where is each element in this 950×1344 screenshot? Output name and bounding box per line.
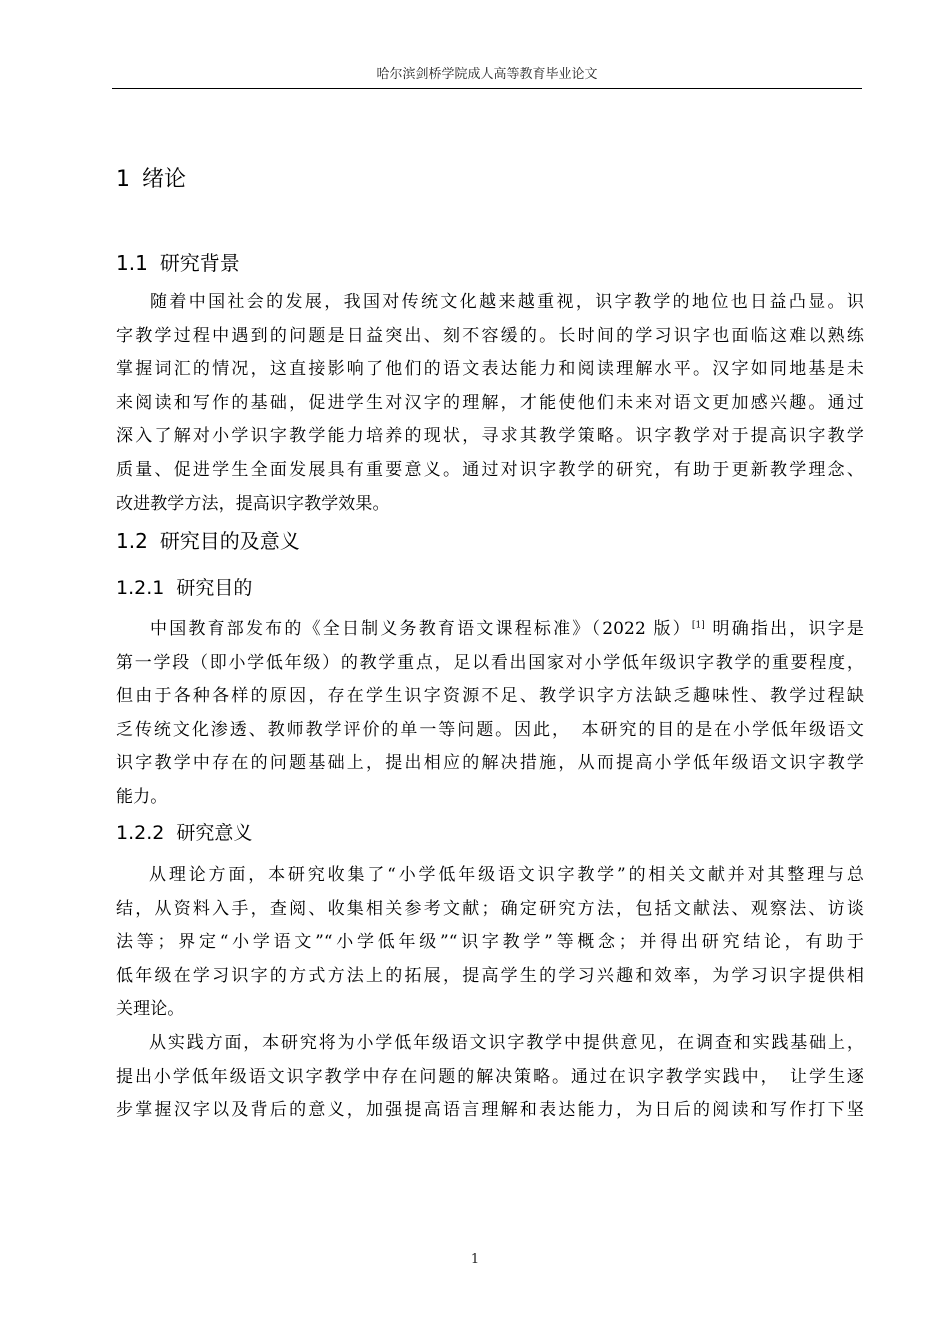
text-line: 步掌握汉字以及背后的意义，加强提高语言理解和表达能力，为日后的阅读和写作打下坚 [116, 1100, 864, 1121]
text-line: 能力。 [116, 786, 168, 807]
page-number: 1 [470, 1252, 480, 1267]
subsection-number: 1.2.2 [116, 822, 165, 844]
text-line: 深入了解对小学识字教学能力培养的现状，寻求其教学策略。识字教学对于提高识字教学 [116, 426, 864, 447]
running-header: 哈尔滨剑桥学院成人高等教育毕业论文 [376, 67, 598, 82]
section-title: 研究目的及意义 [159, 529, 300, 553]
paragraph-significance-practice [116, 1027, 864, 1128]
text-line: 来阅读和写作的基础，促进学生对汉字的理解，才能使他们未来对语文更加感兴趣。通过 [116, 392, 864, 413]
text-line: 质量、促进学生全面发展具有重要意义。通过对识字教学的研究，有助于更新教学理念、 [116, 459, 864, 480]
text-line: 从理论方面，本研究收集了“小学低年级语文识字教学”的相关文献并对其整理与总 [149, 865, 864, 885]
text-line: 字教学过程中遇到的问题是日益突出、刻不容缓的。长时间的学习识字也面临这难以熟练 [116, 325, 864, 346]
text-line: 识字教学中存在的问题基础上，提出相应的解决措施，从而提高小学低年级语文识字教学 [116, 753, 864, 774]
text-line: 低年级在学习识字的方式方法上的拓展，提高学生的学习兴趣和效率，为学习识字提供相 [116, 965, 864, 986]
text-line: 掌握词汇的情况，这直接影响了他们的语文表达能力和阅读理解水平。汉字如同地基是未 [116, 359, 864, 380]
text-segment: 明确指出，识字是 [704, 619, 864, 639]
header-divider [112, 88, 862, 89]
paragraph-background [116, 286, 864, 521]
text-line: 随着中国社会的发展，我国对传统文化越来越重视，识字教学的地位也日益凸显。识 [150, 292, 864, 312]
paragraph-purpose [116, 613, 864, 815]
paragraph-significance-theory [116, 859, 864, 1027]
subsection-number: 1.2.1 [116, 577, 165, 599]
section-number: 1.2 [116, 529, 148, 553]
subsection-heading-1-2-1 [116, 575, 252, 601]
text-line: 乏传统文化渗透、教师教学评价的单一等问题。因此， 本研究的目的是在小学低年级语文 [116, 719, 864, 740]
chapter-heading [116, 166, 186, 194]
text-line: 法等；界定“小学语文”“小学低年级”“识字教学”等概念；并得出研究结论，有助于 [116, 932, 864, 953]
text-line [116, 613, 864, 647]
section-number: 1.1 [116, 251, 148, 275]
section-heading-1-2 [116, 528, 300, 554]
text-line: 提出小学低年级语文识字教学中存在问题的解决策略。通过在识字教学实践中， 让学生逐 [116, 1066, 864, 1087]
section-heading-1-1 [116, 250, 240, 276]
text-line: 从实践方面，本研究将为小学低年级语文识字教学中提供意见，在调查和实践基础上， [149, 1033, 864, 1053]
text-line: 关理论。 [116, 999, 185, 1020]
chapter-number: 1 [116, 167, 130, 192]
chapter-title: 绪论 [142, 167, 187, 192]
text-line: 但由于各种各样的原因，存在学生识字资源不足、教学识字方法缺乏趣味性、教学过程缺 [116, 686, 864, 707]
subsection-title: 研究意义 [176, 822, 253, 844]
citation-reference: [1] [691, 620, 705, 631]
subsection-heading-1-2-2 [116, 820, 252, 846]
text-line: 第一学段（即小学低年级）的教学重点，足以看出国家对小学低年级识字教学的重要程度， [116, 652, 864, 673]
text-line: 改进教学方法，提高识字教学效果。 [116, 493, 390, 514]
text-line: 结，从资料入手，查阅、收集相关参考文献；确定研究方法，包括文献法、观察法、访谈 [116, 898, 864, 919]
section-title: 研究背景 [159, 251, 240, 275]
text-segment: 中国教育部发布的《全日制义务教育语文课程标准》（2022 版） [150, 619, 692, 639]
subsection-title: 研究目的 [176, 577, 253, 599]
